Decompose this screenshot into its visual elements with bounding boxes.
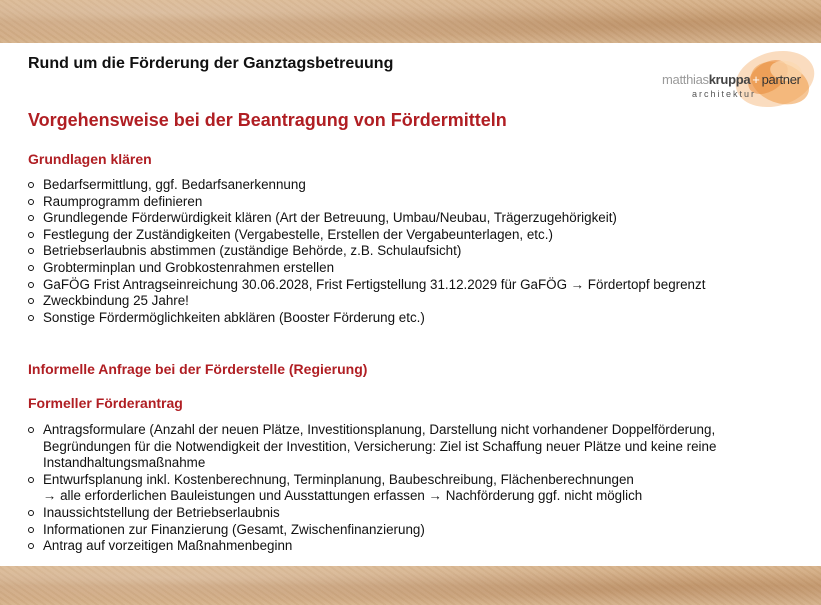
logo-text-part1: matthias: [662, 72, 709, 87]
list-item: [28, 310, 788, 327]
circle-bullet-icon: [28, 477, 34, 483]
paper-texture-bottom: [0, 566, 821, 605]
circle-bullet-icon: [28, 248, 34, 254]
paper-texture-top: [0, 0, 821, 43]
section-heading-grundlagen: Grundlagen klären: [28, 151, 152, 167]
list-item-text: Grundlegende Förderwürdigkeit klären (Art der Betreuung, Umbau/Neubau, Trägerzugehörigkeit): [43, 210, 617, 226]
list-item: [28, 227, 788, 244]
list-item-text: Entwurfsplanung inkl. Kostenberechnung, Terminplanung, Baubeschreibung, Flächenberechnungen: [43, 471, 634, 487]
list-item-text: Grobterminplan und Grobkostenrahmen erstellen: [43, 259, 335, 275]
list-item: [28, 177, 788, 194]
list-item: [28, 293, 788, 310]
circle-bullet-icon: [28, 543, 34, 549]
company-logo: [662, 49, 821, 115]
foerderantrag-list: [28, 422, 788, 555]
list-item-text: Inaussichtstellung der Betriebserlaubnis: [43, 504, 280, 520]
list-item-text: Raumprogramm definieren: [43, 193, 203, 209]
list-item: [28, 243, 788, 260]
list-item: [28, 505, 788, 522]
circle-bullet-icon: [28, 232, 34, 238]
section-heading-informelle-anfrage: Informelle Anfrage bei der Förderstelle (Regierung): [28, 361, 368, 377]
list-item-text: Betriebserlaubnis abstimmen (zuständige Behörde, z.B. Schulaufsicht): [43, 243, 462, 259]
list-item-text: Sonstige Fördermöglichkeiten abklären (Booster Förderung etc.): [43, 309, 425, 325]
circle-bullet-icon: [28, 315, 34, 321]
list-item: [28, 522, 788, 539]
logo-plus: +: [752, 72, 760, 87]
list-item-continuation: → alle erforderlichen Bauleistungen und Ausstattungen erfassen → Nachförderung ggf. nicht möglich: [43, 488, 643, 504]
slide: [0, 43, 821, 566]
list-item-text: Antrag auf vorzeitigen Maßnahmenbeginn: [43, 538, 293, 554]
circle-bullet-icon: [28, 182, 34, 188]
logo-text-part3: partner: [761, 72, 801, 87]
circle-bullet-icon: [28, 215, 34, 221]
list-item: [28, 422, 788, 472]
circle-bullet-icon: [28, 427, 34, 433]
circle-bullet-icon: [28, 510, 34, 516]
list-item-text: Festlegung der Zuständigkeiten (Vergabestelle, Erstellen der Vergabeunterlagen, etc.): [43, 226, 553, 242]
circle-bullet-icon: [28, 527, 34, 533]
list-item-text: Bedarfsermittlung, ggf. Bedarfsanerkennung: [43, 177, 306, 192]
list-item: [28, 260, 788, 277]
list-item: [28, 538, 788, 555]
circle-bullet-icon: [28, 199, 34, 205]
list-item: [28, 277, 768, 294]
main-heading: Vorgehensweise bei der Beantragung von Fördermitteln: [28, 110, 507, 130]
list-item-text: GaFÖG Frist Antragseinreichung 30.06.2028, Frist Fertigstellung 31.12.2029 für GaFÖG → Fördertopf begrenzt: [43, 276, 706, 292]
page-title: Rund um die Förderung der Ganztagsbetreuung: [28, 55, 394, 72]
list-item: [28, 210, 788, 227]
section-heading-foerderantrag: Formeller Förderantrag: [28, 395, 183, 411]
logo-subtitle: architektur: [692, 89, 757, 99]
list-item-text: Antragsformulare (Anzahl der neuen Plätze, Investitionsplanung, Darstellung nicht vorhandener Doppelförderung, Begründungen für die Notwendigkeit der Investition, Versicherung: Ziel ist Schaffung neuer Plätze und keine reine Instandhaltungsmaßnahme: [43, 422, 717, 471]
list-item-text: Zweckbindung 25 Jahre!: [43, 293, 189, 309]
grundlagen-list: [28, 177, 788, 326]
circle-bullet-icon: [28, 265, 34, 271]
list-item: [28, 472, 788, 505]
logo-text-part2: kruppa: [708, 72, 751, 87]
list-item: [28, 194, 788, 211]
logo-wordmark: [662, 72, 801, 87]
circle-bullet-icon: [28, 298, 34, 304]
circle-bullet-icon: [28, 282, 34, 288]
list-item-text: Informationen zur Finanzierung (Gesamt, Zwischenfinanzierung): [43, 521, 425, 537]
